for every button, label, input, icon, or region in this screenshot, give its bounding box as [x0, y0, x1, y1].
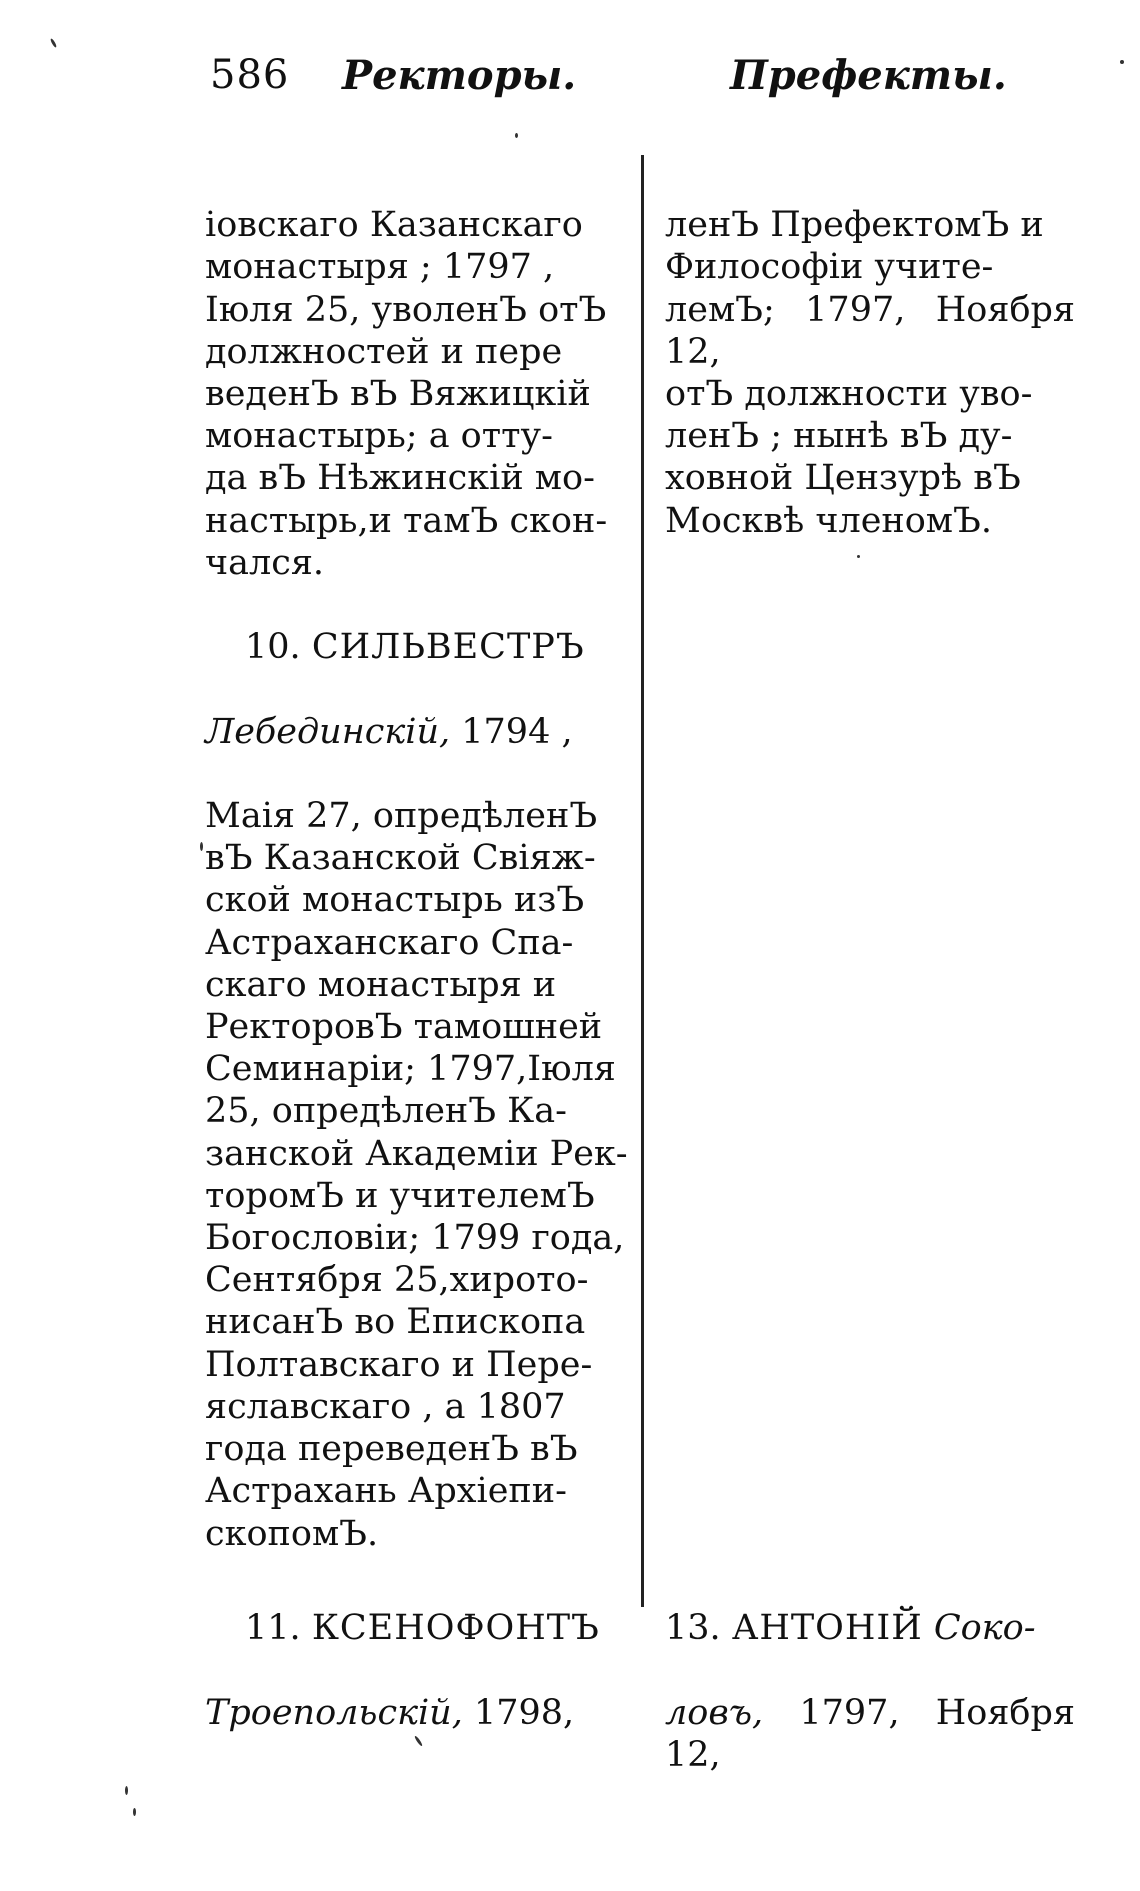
right-column [665, 162, 1075, 584]
entry-10 [205, 626, 630, 668]
entry-13-second-line [665, 1692, 1075, 1776]
entry-11-surname: Троепольскій, [205, 1692, 463, 1733]
entry-13-name: АНТОНІЙ [731, 1608, 923, 1649]
entry-11-date: 1798, [462, 1692, 575, 1733]
entry-13-date: 1797, Ноября 12, [665, 1692, 1075, 1775]
entry-11 [205, 1607, 630, 1649]
entry-13-number: 13. [665, 1608, 721, 1649]
scan-speck [50, 38, 58, 48]
entry-10-text: Маія 27, опредѣленЪ вЪ Казанской Свіяж- ской монастырь изЪ Астраханскаго Спа- скаго монастыря и РекторовЪ тамошней Семинаріи; 1797,Іюля 25, опредѣленЪ Ка- занской Академіи Рек- торомЪ и учителемЪ Богословіи; 1799 года, Сентября 25,хирото- нисанЪ во Епископа Полтавскаго и Пере- яславскаго , а 1807 года переведенЪ вЪ Астрахань Архіепи- скопомЪ. [205, 796, 628, 1554]
scan-speck [200, 842, 203, 851]
entry-11-name: КСЕНОФОНТЪ [311, 1608, 600, 1649]
entry-13 [665, 1607, 1075, 1649]
running-title-right: Префекты. [730, 52, 1007, 99]
entry-10-surname: Лебединскій, [205, 711, 451, 752]
left-column-tail [205, 1565, 630, 1776]
entry-13-surname-part2: ловъ, [665, 1692, 764, 1733]
scan-speck [1120, 60, 1124, 64]
entry-13-surname-part1: Соко- [933, 1608, 1036, 1649]
entry-10-number: 10. [245, 627, 301, 668]
column-divider [641, 155, 644, 1607]
entry-10-first-line [205, 711, 630, 753]
running-title-left: Ректоры. [342, 52, 577, 99]
left-column [205, 162, 630, 1597]
scan-speck [857, 555, 860, 558]
scan-speck [133, 1808, 136, 1816]
page-number: 586 [210, 52, 290, 98]
left-entry-continuation: іовскаго Казанскаго монастыря ; 1797 , Іюля 25, уволенЪ отЪ должностей и пере веденЪ вЪ Вяжицкій монастырь; а отту- да вЪ Нѣжинскій мо- настырь,и тамЪ скон- чался. [205, 205, 608, 583]
right-entry-continuation: ленЪ ПрефектомЪ и Философіи учите- лемЪ; 1797, Ноября 12, отЪ должности уво- ленЪ ; нынѣ вЪ ду- ховной Цензурѣ вЪ Москвѣ членомЪ. [665, 205, 1075, 541]
page-header [210, 52, 1007, 122]
scan-speck [125, 1786, 128, 1795]
entry-11-number: 11. [245, 1608, 301, 1649]
scan-speck [515, 133, 518, 138]
entry-10-name: СИЛЬВЕСТРЪ [311, 627, 585, 668]
entry-10-date: 1794 , [450, 711, 573, 752]
right-column-tail [665, 1565, 1075, 1818]
entry-11-first-line [205, 1692, 630, 1734]
